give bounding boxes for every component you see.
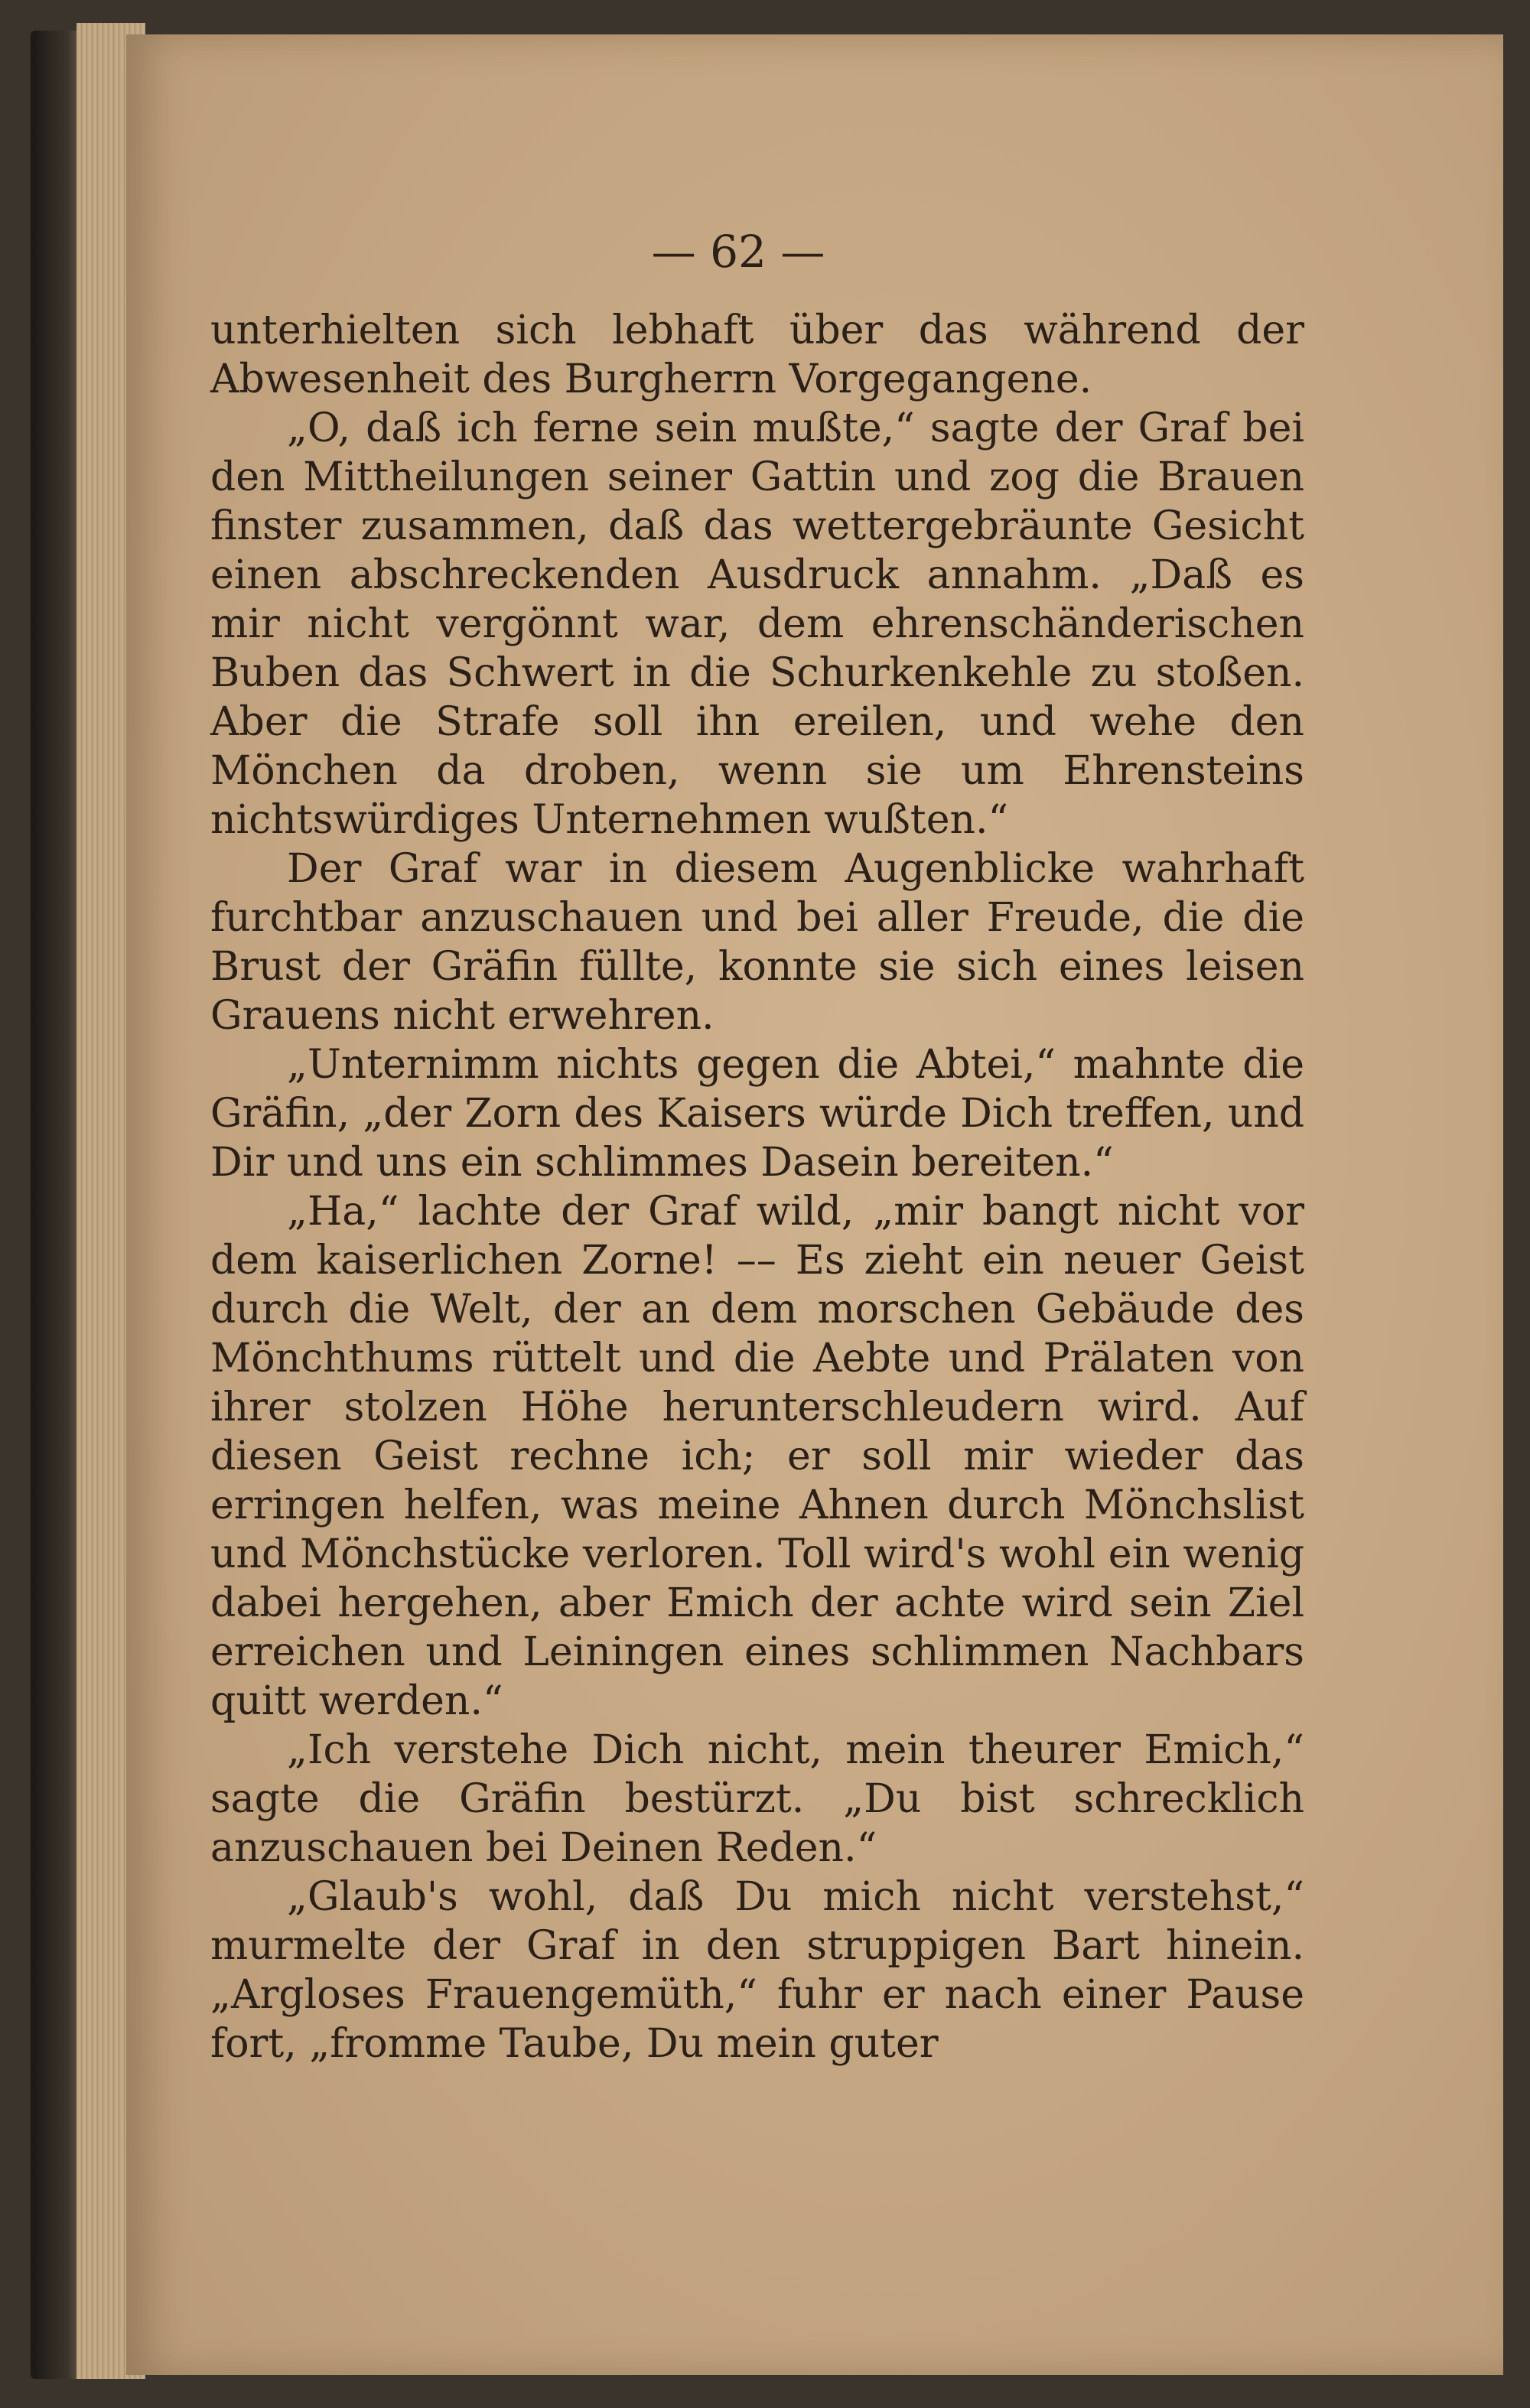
paragraph: unterhielten sich lebhaft über das während der Abwesenheit des Burgherrn Vorgegangene. <box>210 308 1304 402</box>
paragraph: „Glaub's wohl, daß Du mich nicht verstehst,“ murmelte der Graf in den struppigen Bart hinein. „Argloses Frauengemüth,“ fuhr er nach einer Pause fort, „fromme Taube, Du mein guter <box>210 1874 1304 2067</box>
body-text <box>210 306 1304 2068</box>
page-number: — 62 — <box>651 226 825 278</box>
paragraph: „O, daß ich ferne sein mußte,“ sagte der Graf bei den Mittheilungen seiner Gattin und zog die Brauen finster zusammen, daß das wettergebräunte Gesicht einen abschreckenden Ausdruck annahm. „Daß es mir nicht vergönnt war, dem ehrenschänderischen Buben das Schwert in die Schurkenkehle zu stoßen. Aber die Strafe soll ihn ereilen, und wehe den Mönchen da droben, wenn sie um Ehrensteins nichtswürdiges Unternehmen wußten.“ <box>210 405 1304 843</box>
paragraph: „Ha,“ lachte der Graf wild, „mir bangt nicht vor dem kaiserlichen Zorne! –– Es zieht ein neuer Geist durch die Welt, der an dem morschen Gebäude des Mönchthums rüttelt und die Aebte und Prälaten von ihrer stolzen Höhe herunterschleudern wird. Auf diesen Geist rechne ich; er soll mir wieder das erringen helfen, was meine Ahnen durch Mönchslist und Mönchstücke verloren. Toll wird's wohl ein wenig dabei hergehen, aber Emich der achte wird sein Ziel erreichen und Leiningen eines schlimmen Nachbars quitt werden.“ <box>210 1189 1304 1724</box>
paragraph: Der Graf war in diesem Augenblicke wahrhaft furchtbar anzuschauen und bei aller Freude, die die Brust der Gräfin füllte, konnte sie sich eines leisen Grauens nicht erwehren. <box>210 846 1304 1039</box>
paragraph: „Unternimm nichts gegen die Abtei,“ mahnte die Gräfin, „der Zorn des Kaisers würde Dich treffen, und Dir und uns ein schlimmes Dasein bereiten.“ <box>210 1042 1304 1186</box>
paragraph: „Ich verstehe Dich nicht, mein theurer Emich,“ sagte die Gräfin bestürzt. „Du bist schrecklich anzuschauen bei Deinen Reden.“ <box>210 1727 1304 1871</box>
